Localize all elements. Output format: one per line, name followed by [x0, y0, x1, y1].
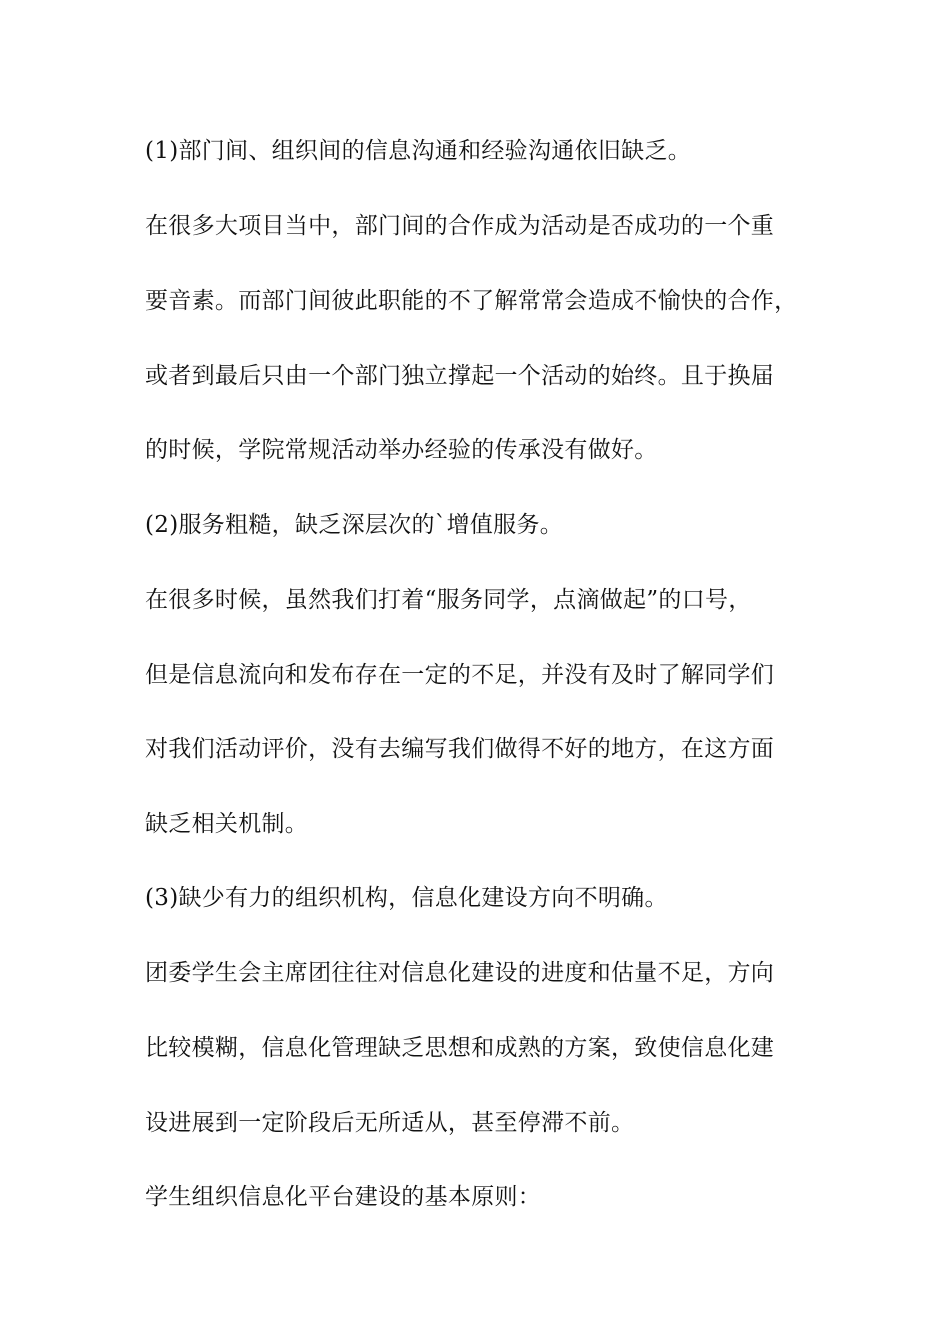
paragraph-line: 的时候，学院常规活动举办经验的传承没有做好。: [145, 437, 658, 463]
paragraph-line: 在很多大项目当中，部门间的合作成为活动是否成功的一个重: [145, 213, 775, 239]
paragraph-line: 但是信息流向和发布存在一定的不足，并没有及时了解同学们: [145, 662, 775, 688]
paragraph-line: 在很多时候，虽然我们打着“服务同学，点滴做起”的口号，: [145, 587, 752, 613]
section-heading-2: (2)服务粗糙，缺乏深层次的`增值服务。: [145, 512, 564, 538]
paragraph-line: 设进展到一定阶段后无所适从，甚至停滞不前。: [145, 1110, 635, 1136]
section-heading-principles: 学生组织信息化平台建设的基本原则：: [145, 1184, 542, 1210]
paragraph-line: 对我们活动评价，没有去编写我们做得不好的地方，在这方面: [145, 736, 775, 762]
paragraph-line: 要音素。而部门间彼此职能的不了解常常会造成不愉快的合作，: [145, 288, 798, 314]
paragraph-line: 团委学生会主席团往往对信息化建设的进度和估量不足，方向: [145, 960, 775, 986]
section-heading-1: (1)部门间、组织间的信息沟通和经验沟通依旧缺乏。: [145, 138, 692, 164]
section-heading-3: (3)缺少有力的组织机构，信息化建设方向不明确。: [145, 885, 668, 911]
paragraph-line: 或者到最后只由一个部门独立撑起一个活动的始终。且于换届: [145, 363, 775, 389]
paragraph-line: 比较模糊，信息化管理缺乏思想和成熟的方案，致使信息化建: [145, 1035, 775, 1061]
paragraph-line: 缺乏相关机制。: [145, 811, 309, 837]
